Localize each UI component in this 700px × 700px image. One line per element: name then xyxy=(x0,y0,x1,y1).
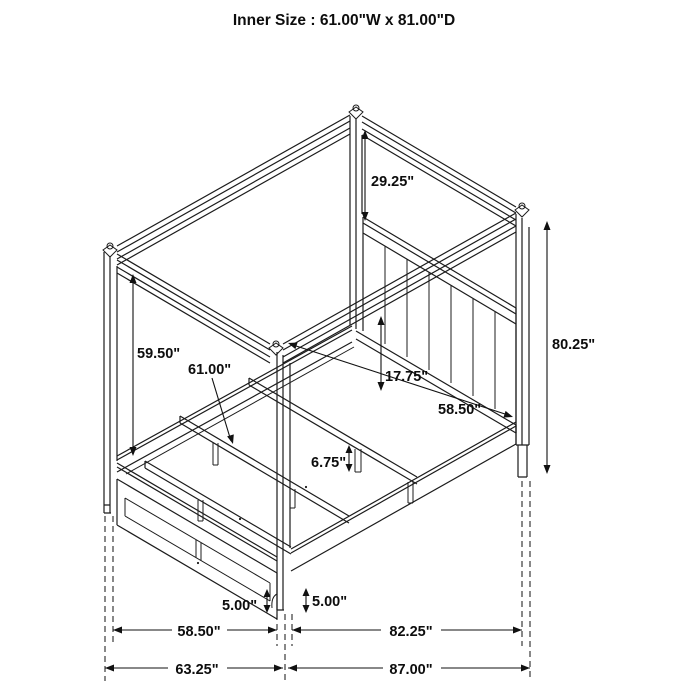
footboard-drawers xyxy=(117,463,277,619)
dim-rail-length: 82.25" xyxy=(389,624,433,640)
dim-overall-width: 63.25" xyxy=(175,662,219,678)
dim-front-leg-left: 5.00" xyxy=(222,598,258,614)
dim-inner-width-diagonal: 58.50" xyxy=(438,402,482,418)
slat-rails xyxy=(145,378,417,554)
dim-overall-height: 80.25" xyxy=(552,337,596,353)
dim-slat-leg: 6.75" xyxy=(311,455,347,471)
dimension-lines xyxy=(105,132,547,668)
dim-overall-depth: 87.00" xyxy=(389,662,433,678)
dim-headboard-panel: 17.75" xyxy=(385,369,429,385)
right-side-rail xyxy=(291,422,516,571)
post-right xyxy=(516,214,529,477)
dim-slat-inner-width: 61.00" xyxy=(188,362,232,378)
post-left xyxy=(104,252,117,513)
dimension-labels xyxy=(137,174,595,678)
post-back xyxy=(350,116,362,329)
dim-canopy-gap: 29.25" xyxy=(371,174,415,190)
canopy-frame xyxy=(117,115,516,363)
dim-front-leg-right: 5.00" xyxy=(312,594,348,610)
canopy-corner-finials xyxy=(103,105,529,355)
extension-lines xyxy=(105,481,530,681)
inner-size-title: Inner Size : 61.00"W x 81.00"D xyxy=(232,12,456,29)
dim-left-post-height: 59.50" xyxy=(137,346,181,362)
dimension-arrowheads xyxy=(105,130,551,672)
dim-footboard-inner: 58.50" xyxy=(177,624,221,640)
